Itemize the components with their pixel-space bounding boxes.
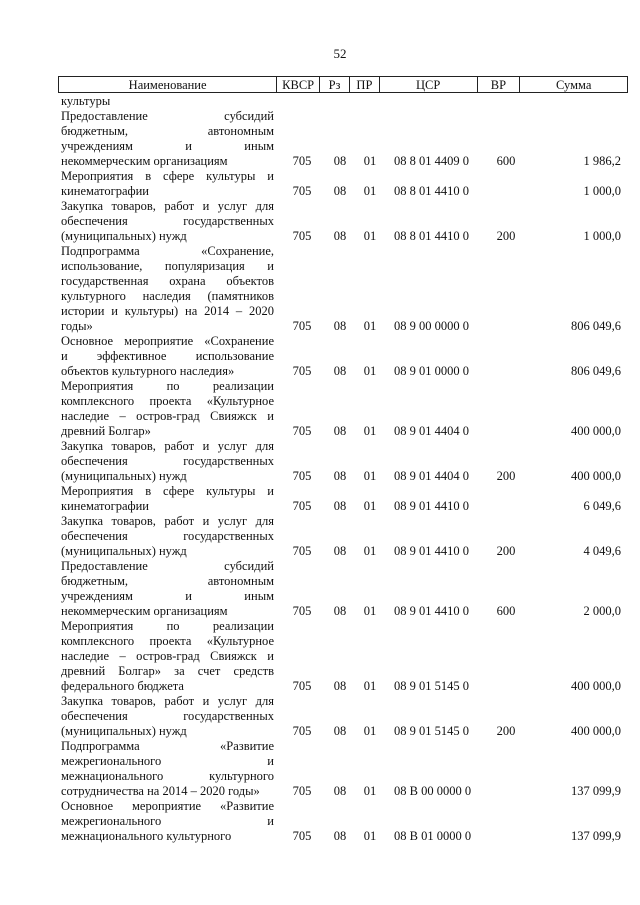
table-row: [61, 484, 621, 514]
cell-sum: 6 049,6: [583, 499, 621, 513]
name-line: обеспечения государственных: [61, 529, 274, 543]
cell-rz: 08: [333, 424, 347, 438]
table-row: [61, 334, 621, 379]
name-line: Мероприятия в сфере культуры и: [61, 169, 274, 183]
name-line: некоммерческим организациям: [61, 154, 228, 168]
cell-rz: 08: [333, 604, 347, 618]
header-vr: ВР: [478, 77, 521, 92]
cell-kvsr: 705: [292, 184, 312, 198]
name-line: межрегионального и: [61, 814, 274, 828]
cell-rz: 08: [333, 469, 347, 483]
cell-csr: 08 В 01 0000 0: [394, 829, 472, 843]
cell-sum: 806 049,6: [571, 364, 621, 378]
header-kvsr: КВСР: [277, 77, 320, 92]
name-line: Закупка товаров, работ и услуг для: [61, 439, 274, 453]
cell-kvsr: 705: [292, 724, 312, 738]
cell-sum: 806 049,6: [571, 319, 621, 333]
cell-csr: 08 9 01 4410 0: [394, 499, 469, 513]
name-line: Подпрограмма «Сохранение,: [61, 244, 274, 258]
row-values: [61, 499, 621, 514]
cell-vr: 600: [496, 154, 516, 168]
cell-kvsr: 705: [292, 679, 312, 693]
cell-pr: 01: [363, 829, 377, 843]
row-values: [61, 424, 621, 439]
header-pr: ПР: [350, 77, 380, 92]
cell-pr: 01: [363, 154, 377, 168]
row-values: [61, 319, 621, 334]
cell-pr: 01: [363, 229, 377, 243]
row-values: [61, 184, 621, 199]
table-row: [61, 244, 621, 334]
cell-rz: 08: [333, 154, 347, 168]
cell-csr: 08 9 00 0000 0: [394, 319, 469, 333]
cell-rz: 08: [333, 784, 347, 798]
name-line: бюджетным, автономным: [61, 574, 274, 588]
cell-sum: 137 099,9: [571, 829, 621, 843]
name-line: наследие – остров-град Свияжск и: [61, 649, 274, 663]
table-row: [61, 199, 621, 244]
cell-rz: 08: [333, 364, 347, 378]
cell-rz: 08: [333, 184, 347, 198]
name-line: межнационального культурного: [61, 769, 274, 783]
name-line: обеспечения государственных: [61, 709, 274, 723]
name-line: кинематографии: [61, 499, 150, 513]
name-line: учреждениям и иным: [61, 589, 274, 603]
cell-sum: 400 000,0: [571, 724, 621, 738]
cell-vr: 600: [496, 604, 516, 618]
header-sum: Сумма: [555, 78, 592, 92]
name-line: Закупка товаров, работ и услуг для: [61, 694, 274, 708]
cell-vr: 200: [496, 544, 516, 558]
cell-rz: 08: [333, 724, 347, 738]
row-values: [61, 784, 621, 799]
name-line: Мероприятия в сфере культуры и: [61, 484, 274, 498]
name-line: Мероприятия по реализации: [61, 619, 274, 633]
cell-rz: 08: [333, 319, 347, 333]
cell-kvsr: 705: [292, 604, 312, 618]
name-line: объектов культурного наследия»: [61, 364, 235, 378]
cell-csr: 08 8 01 4409 0: [394, 154, 469, 168]
table-row: [61, 94, 621, 109]
cell-sum: 400 000,0: [571, 424, 621, 438]
cell-csr: 08 9 01 4404 0: [394, 424, 469, 438]
cell-kvsr: 705: [292, 829, 312, 843]
cell-kvsr: 705: [292, 229, 312, 243]
name-line: государственная охрана объектов: [61, 274, 274, 288]
name-line: Основное мероприятие «Развитие: [61, 799, 274, 813]
cell-sum: 137 099,9: [571, 784, 621, 798]
row-values: [61, 544, 621, 559]
cell-kvsr: 705: [292, 499, 312, 513]
name-line: истории и культуры) на 2014 – 2020: [61, 304, 274, 318]
name-line: комплексного проекта «Культурное: [61, 634, 274, 648]
table-row: [61, 514, 621, 559]
table-row: [61, 169, 621, 199]
page-number: 52: [333, 46, 347, 61]
name-line: комплексного проекта «Культурное: [61, 394, 274, 408]
table-header: [58, 76, 628, 93]
row-values: [61, 724, 621, 739]
cell-csr: 08 9 01 5145 0: [394, 724, 469, 738]
name-line: некоммерческим организациям: [61, 604, 228, 618]
cell-csr: 08 В 00 0000 0: [394, 784, 472, 798]
name-line: сотрудничества на 2014 – 2020 годы»: [61, 784, 260, 798]
cell-pr: 01: [363, 604, 377, 618]
row-values: [61, 679, 621, 694]
cell-pr: 01: [363, 469, 377, 483]
cell-kvsr: 705: [292, 469, 312, 483]
cell-pr: 01: [363, 544, 377, 558]
cell-sum: 1 986,2: [583, 154, 621, 168]
cell-pr: 01: [363, 364, 377, 378]
cell-vr: 200: [496, 469, 516, 483]
cell-csr: 08 9 01 4404 0: [394, 469, 469, 483]
name-line: учреждениям и иным: [61, 139, 274, 153]
table-body: [61, 94, 621, 844]
name-line: (муниципальных) нужд: [61, 724, 187, 738]
table-row: [61, 109, 621, 169]
name-line: использование, популяризация и: [61, 259, 274, 273]
row-values: [61, 829, 621, 844]
cell-rz: 08: [333, 679, 347, 693]
name-line: Предоставление субсидий: [61, 109, 274, 123]
table-row: [61, 619, 621, 694]
cell-pr: 01: [363, 424, 377, 438]
name-line: Закупка товаров, работ и услуг для: [61, 199, 274, 213]
name-line: культурного наследия (памятников: [61, 289, 274, 303]
cell-rz: 08: [333, 829, 347, 843]
name-line: наследие – остров-град Свияжск и: [61, 409, 274, 423]
cell-csr: 08 8 01 4410 0: [394, 184, 469, 198]
table-row: [61, 739, 621, 799]
table-row: [61, 439, 621, 484]
header-rz: Рз: [320, 77, 350, 92]
cell-kvsr: 705: [292, 364, 312, 378]
cell-sum: 2 000,0: [583, 604, 621, 618]
name-line: (муниципальных) нужд: [61, 229, 187, 243]
cell-pr: 01: [363, 184, 377, 198]
cell-sum: 4 049,6: [583, 544, 621, 558]
row-values: [61, 364, 621, 379]
name-line: древний Болгар»: [61, 424, 151, 438]
cell-pr: 01: [363, 319, 377, 333]
name-line: межнационального культурного: [61, 829, 232, 843]
name-line: межрегионального и: [61, 754, 274, 768]
name-line: годы»: [61, 319, 93, 333]
cell-pr: 01: [363, 784, 377, 798]
name-line: кинематографии: [61, 184, 150, 198]
name-line: обеспечения государственных: [61, 454, 274, 468]
cell-pr: 01: [363, 724, 377, 738]
name-line: древний Болгар» за счет средств: [61, 664, 274, 678]
row-values: [61, 604, 621, 619]
cell-sum: 400 000,0: [571, 679, 621, 693]
cell-kvsr: 705: [292, 424, 312, 438]
name-line: Закупка товаров, работ и услуг для: [61, 514, 274, 528]
table-row: [61, 559, 621, 619]
name-line: Основное мероприятие «Сохранение: [61, 334, 274, 348]
cell-pr: 01: [363, 499, 377, 513]
cell-csr: 08 8 01 4410 0: [394, 229, 469, 243]
row-values: [61, 469, 621, 484]
name-line: обеспечения государственных: [61, 214, 274, 228]
cell-vr: 200: [496, 229, 516, 243]
cell-kvsr: 705: [292, 319, 312, 333]
cell-sum: 1 000,0: [583, 229, 621, 243]
name-line: (муниципальных) нужд: [61, 469, 187, 483]
cell-kvsr: 705: [292, 544, 312, 558]
name-line: и эффективное использование: [61, 349, 274, 363]
cell-kvsr: 705: [292, 154, 312, 168]
cell-pr: 01: [363, 679, 377, 693]
name-line: Предоставление субсидий: [61, 559, 274, 573]
cell-sum: 400 000,0: [571, 469, 621, 483]
cell-rz: 08: [333, 229, 347, 243]
name-line: Подпрограмма «Развитие: [61, 739, 274, 753]
cell-vr: 200: [496, 724, 516, 738]
cell-rz: 08: [333, 544, 347, 558]
cell-kvsr: 705: [292, 784, 312, 798]
cell-csr: 08 9 01 0000 0: [394, 364, 469, 378]
table-row: [61, 379, 621, 439]
cell-csr: 08 9 01 5145 0: [394, 679, 469, 693]
cell-rz: 08: [333, 499, 347, 513]
header-csr: ЦСР: [380, 77, 478, 92]
row-values: [61, 94, 621, 109]
cell-csr: 08 9 01 4410 0: [394, 544, 469, 558]
header-name: Наименование: [59, 77, 277, 92]
cell-sum: 1 000,0: [583, 184, 621, 198]
cell-csr: 08 9 01 4410 0: [394, 604, 469, 618]
table-row: [61, 694, 621, 739]
name-line: Мероприятия по реализации: [61, 379, 274, 393]
name-line: (муниципальных) нужд: [61, 544, 187, 558]
row-values: [61, 229, 621, 244]
name-line: бюджетным, автономным: [61, 124, 274, 138]
name-line: федерального бюджета: [61, 679, 184, 693]
table-row: [61, 799, 621, 844]
name-line: культуры: [61, 94, 111, 108]
row-values: [61, 154, 621, 169]
